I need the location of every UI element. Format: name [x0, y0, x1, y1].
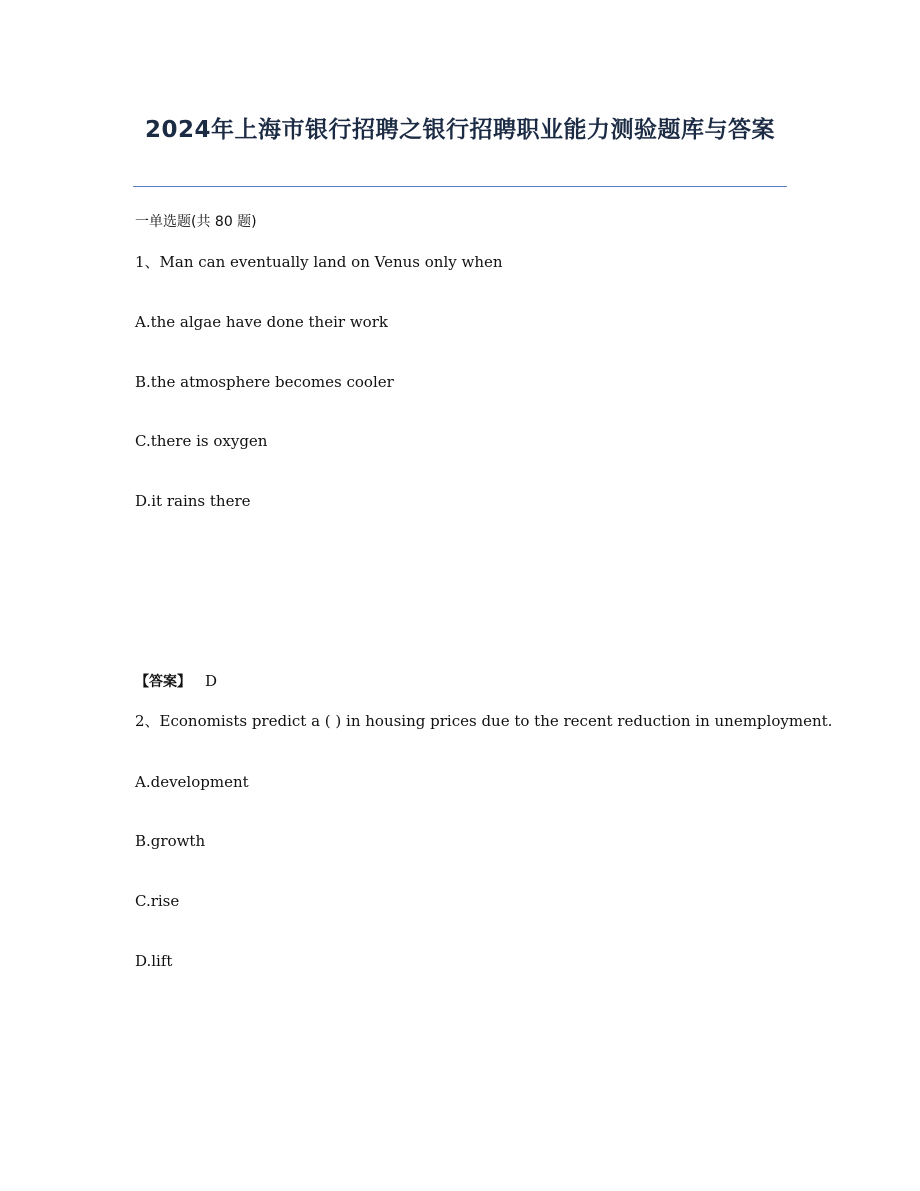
question-2-option-a: A.development [135, 773, 249, 791]
question-2-option-b: B.growth [135, 832, 206, 850]
answer-value: D [205, 672, 218, 690]
question-2-option-d: D.lift [135, 952, 173, 970]
question-1-option-d: D.it rains there [135, 492, 251, 510]
question-1-answer [135, 671, 217, 692]
question-1-option-b: B.the atmosphere becomes cooler [135, 373, 394, 391]
question-1-stem: 1、Man can eventually land on Venus only when [135, 253, 503, 271]
question-1-option-a: A.the algae have done their work [135, 313, 388, 331]
section-heading: 一单选题(共 80 题) [135, 214, 257, 230]
question-2-stem: 2、Economists predict a ( ) in housing prices due to the recent reduction in unemployment. [135, 712, 833, 730]
question-2-option-c: C.rise [135, 892, 180, 910]
title-divider [133, 186, 787, 187]
document-title: 2024年上海市银行招聘之银行招聘职业能力测验题库与答案 [144, 117, 775, 143]
question-1-option-c: C.there is oxygen [135, 432, 268, 450]
answer-label: 【答案】 [135, 674, 191, 690]
